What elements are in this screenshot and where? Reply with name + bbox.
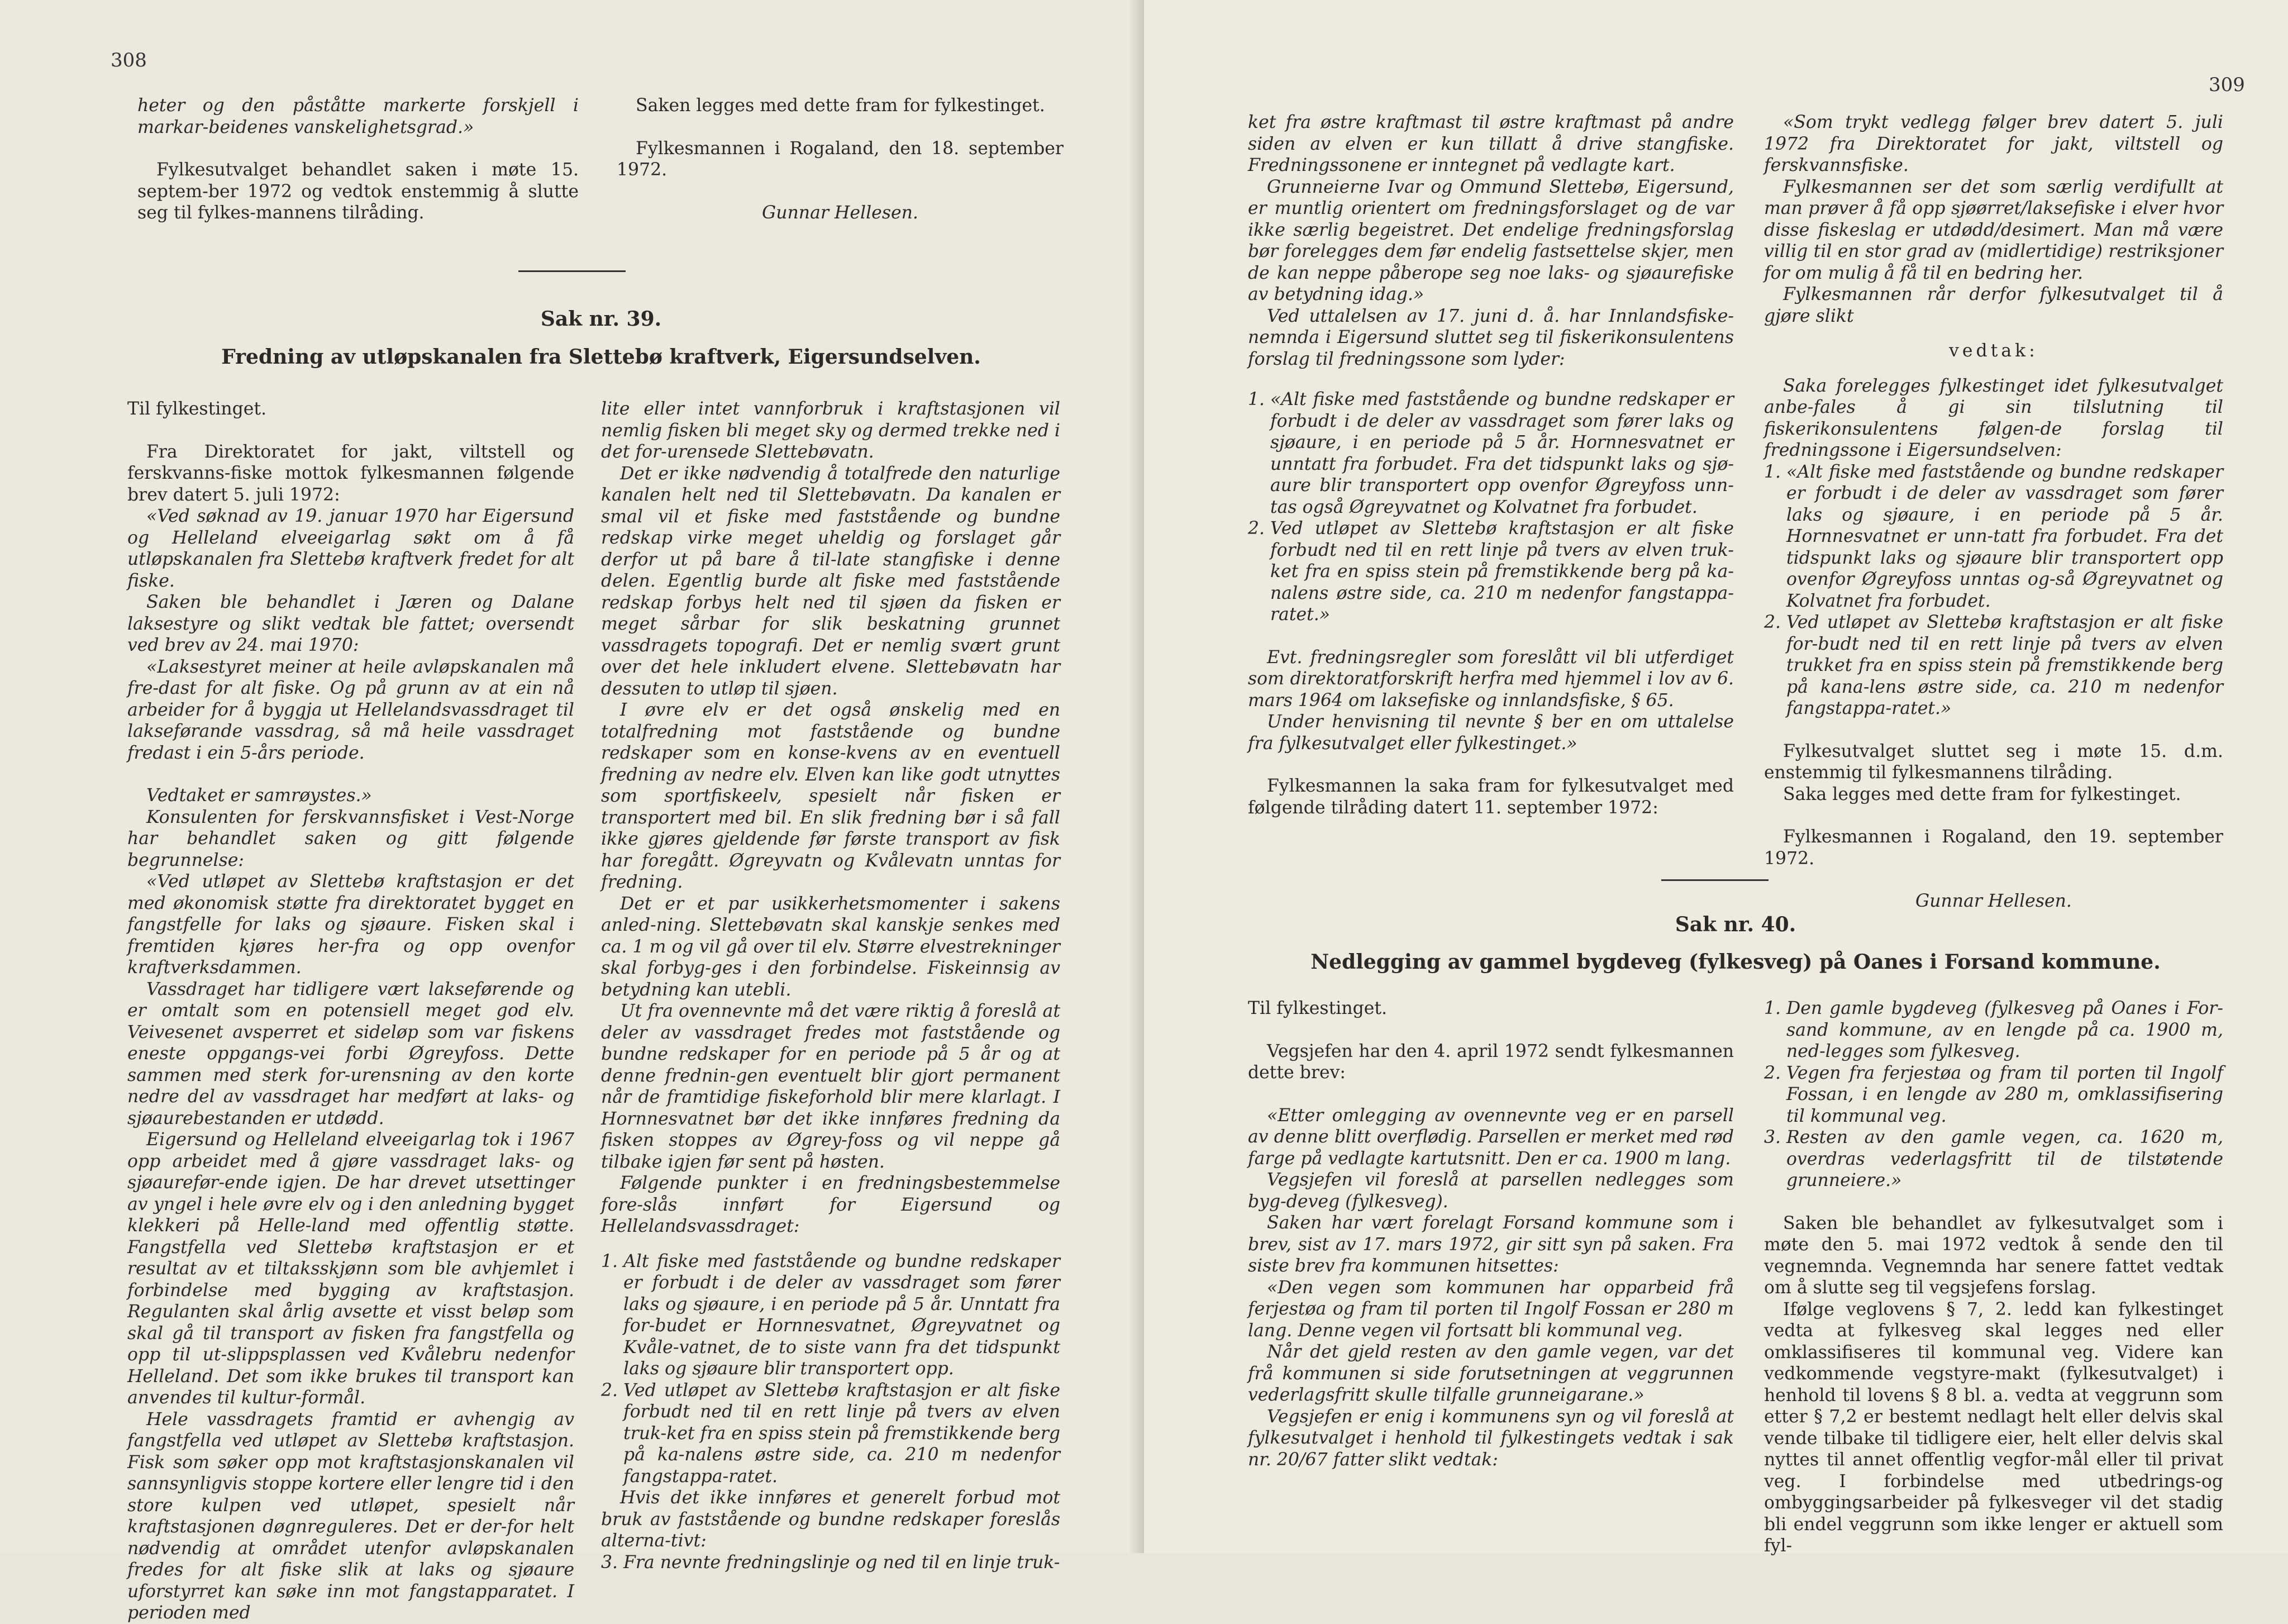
sak-40-number: Sak nr. 40. — [1675, 913, 1796, 936]
paragraph: Saken har vært forelagt Forsand kommune som i brev, sist av 17. mars 1972, gir sitt syn på saken. Fra siste brev fra kommunen hitsettes: — [1248, 1213, 1734, 1276]
paragraph: Saka legges med dette fram for fylkestinget. — [1783, 784, 2181, 804]
left-column-1-top — [137, 95, 579, 224]
item-number: 3. — [1764, 1127, 1781, 1147]
paragraph: Saka forelegges fylkestinget idet fylkesutvalget anbe-fales å gi sin tilslutning til fiskerikonsulentens følgen-de forslag til fredningssone i Eigersundselven: — [1764, 375, 2223, 460]
paragraph: Hele vassdragets framtid er avhengig av fangstfella ved utløpet av Slettebø kraftstasjon. Fisk som søker opp mot kraftstasjonskanalen vil sannsynligvis stoppe kortere eller lengre tid i den store kulpen ved utløpet, spesielt når kraftstasjonen døgnreguleres. Det er der-for helt nødvendig at området utenfor avløpskanalen fredes for alt fiske slik at laks og sjøaure uforstyrret kan søke inn mot fangstapparatet. I perioden med — [127, 1409, 574, 1623]
item-text: «Alt fiske med faststående og bundne redskaper er forbudt i de deler av vassdraget som fører laks og sjøaure, i en periode på 5 år. Hornnesvatnet er unntatt fra forbudet. Fra det tidspunkt laks og sjø-aure blir transportert opp ovenfor Øgreyfoss unn-tas også Øgreyvatnet og Kolvatnet fra forbudet. — [1270, 389, 1734, 517]
numbered-item — [1764, 1063, 2223, 1127]
item-number: 2. — [1764, 612, 1781, 632]
left-column-2-top — [617, 95, 1064, 223]
right-lower-column-1 — [1248, 998, 1734, 1470]
paragraph: ket fra østre kraftmast til østre kraftmast på andre siden av elven er kun tillatt å drive stangfiske. Fredningssonene er inntegnet på vedlagte kart. — [1248, 112, 1734, 175]
paragraph: Fylkesmannen la saka fram for fylkesutvalget med følgende tilråding datert 11. september 1972: — [1248, 776, 1734, 818]
paragraph: Gunnar Hellesen. — [1915, 891, 2072, 911]
item-text: Alt fiske med faststående og bundne redskaper er forbudt i de deler av vassdraget som fører laks og sjøaure, i en periode på 5 år. Unntatt fra for-budet er Hornnesvatnet, Øgreyvatnet og Kvåle-vatnet, de to siste vann fra det tidspunkt laks og sjøaure blir transportert opp. — [623, 1251, 1060, 1379]
paragraph: Under henvisning til nevnte § ber en om uttalelse fra fylkesutvalget eller fylkestinget.» — [1248, 712, 1734, 754]
paragraph: Til fylkestinget. — [1248, 998, 1388, 1018]
item-text: Ved utløpet av Slettebø kraftstasjon er alt fiske for-budt ned til en rett linje på tvers av elven trukket fra en spiss stein på fremstikkende berg på kana-lens østre side, ca. 210 m nedenfor fangstappa-ratet.» — [1786, 612, 2223, 718]
numbered-item — [1764, 1127, 2223, 1192]
left-column-2 — [601, 398, 1060, 1573]
paragraph: «Etter omlegging av ovennevnte veg er en parsell av denne blitt overflødig. Parsellen er merket med rød farge på vedlagte kartutsnitt. Den er ca. 1900 m lang. — [1248, 1105, 1734, 1169]
paragraph: Fylkesmannen ser det som særlig verdifullt at man prøver å få opp sjøørret/laksefiske i elver hvor disse fiskeslag er utdødd/desimert. Man må være villig til en stor grad av (midlertidige) restriksjoner for om mulig å få til en bedring her. — [1764, 177, 2223, 283]
numbered-item — [1248, 389, 1734, 518]
paragraph: Det er et par usikkerhetsmomenter i sakens anled-ning. Slettebøvatn skal kanskje senkes med ca. 1 m og vil gå over til elv. Større elvestrekninger skal forbyg-ges i den forbindelse. Fiskeinnsig av betydning kan utebli. — [601, 893, 1060, 1000]
item-text: Resten av den gamle vegen, ca. 1620 m, overdras vederlagsfritt til de tilstøtende grunneiere.» — [1786, 1127, 2223, 1190]
paragraph: Fylkesmannen i Rogaland, den 19. september 1972. — [1764, 827, 2223, 869]
paragraph: Vegsjefen vil foreslå at parsellen nedlegges som byg-deveg (fylkesveg). — [1248, 1170, 1734, 1212]
section-rule — [1661, 879, 1769, 881]
item-number: 2. — [1248, 518, 1265, 539]
numbered-item — [1764, 612, 2223, 720]
paragraph: «Som trykt vedlegg følger brev datert 5. juli 1972 fra Direktoratet for jakt, viltstell og ferskvannsfiske. — [1764, 112, 2223, 175]
item-number: 3. — [601, 1552, 618, 1573]
left-column-1 — [127, 398, 574, 1624]
numbered-item — [601, 1380, 1060, 1488]
paragraph: Vassdraget har tidligere vært lakseførende og er omtalt som en potensiell meget god elv. Veivesenet avsperret et sideløp som var fiskens eneste oppgangs-vei forbi Øgreyfoss. Dette sammen med sterk for-urensning av den korte nedre del av vassdraget har medført at laks- og sjøaurebestanden er utdødd. — [127, 979, 574, 1128]
item-text: Fra nevnte fredningslinje og ned til en linje truk- — [623, 1552, 1060, 1573]
item-number: 2. — [1764, 1063, 1781, 1083]
item-number: 1. — [1764, 461, 1781, 482]
right-column-1 — [1248, 112, 1734, 818]
numbered-item — [1764, 998, 2223, 1063]
paragraph: Det er ikke nødvendig å totalfrede den naturlige kanalen helt ned til Slettebøvatn. Da kanalen er smal vil et fiske med faststående og bundne redskap virke meget uheldig og forslaget går derfor ut på bare å til-late stangfiske i denne delen. Egentlig burde alt fiske med faststående redskap forbys helt ned til sjøen da fisken er meget sårbar for slik beskatning grunnet vassdragets topografi. Det er nemlig svært grunt over det hele inkludert elvene. Slettebøvatn har dessuten to utløp til sjøen. — [601, 463, 1060, 699]
page-number: 309 — [2209, 74, 2245, 96]
paragraph: «Ved utløpet av Slettebø kraftstasjon er det med økonomisk støtte fra direktoratet bygget en fangstfelle for laks og sjøaure. Fisken skal i fremtiden kjøres her-fra og opp ovenfor kraftverksdammen. — [127, 871, 574, 978]
paragraph: Fylkesutvalget behandlet saken i møte 15. septem-ber 1972 og vedtok enstemmig å slutte seg til fylkes-mannens tilråding. — [137, 160, 579, 223]
paragraph: Ifølge veglovens § 7, 2. ledd kan fylkestinget vedta at fylkesveg skal legges ned eller omklassifiseres til kommunal veg. Videre kan vedkommende vegstyre-makt (fylkesutvalget) i henhold til lovens § 8 bl. a. vedta at veggrunn som etter § 7,2 er bestemt nedlagt helt eller delvis skal vende tilbake til tidligere eier, helt eller delvis skal nyttes til annet offentlig vegfor-mål eller til privat veg. I forbindelse med utbedrings-og ombyggingsarbeider på fylkesveger vil det stadig bli endel veggrunn som ikke lenger er aktuell som fyl- — [1764, 1299, 2223, 1556]
numbered-item — [601, 1251, 1060, 1380]
item-number: 1. — [1764, 998, 1781, 1018]
right-lower-column-2 — [1764, 998, 2223, 1557]
paragraph: Saken ble behandlet i Jæren og Dalane laksestyre og slikt vedtak ble fattet; oversendt ved brev av 24. mai 1970: — [127, 592, 574, 655]
paragraph: vedtak: — [1949, 341, 2038, 361]
paragraph: «Ved søknad av 19. januar 1970 har Eigersund og Helleland elveeigarlag søkt om å få utløpskanalen fra Slettebø kraftverk fredet for alt fiske. — [127, 506, 574, 591]
paragraph: Når det gjeld resten av den gamle vegen, var det frå kommunen si side forutsetningen at veggrunnen vederlagsfritt skulle tilfalle grunneigarane.» — [1248, 1342, 1734, 1405]
paragraph: lite eller intet vannforbruk i kraftstasjonen vil nemlig fisken bli meget sky og dermed trekke ned i det for-urensede Slettebøvatn. — [601, 399, 1060, 462]
paragraph: Saken ble behandlet av fylkesutvalget som i møte den 5. mai 1972 vedtok å sende den til vegnemnda. Vegnemnda har senere fattet vedtak om å slutte seg til vegsjefens forslag. — [1764, 1213, 2223, 1298]
numbered-item — [1248, 518, 1734, 626]
right-page — [1144, 0, 2288, 1556]
item-text: «Alt fiske med faststående og bundne redskaper er forbudt i de deler av vassdraget som fører laks og sjøaure, i en periode på 5 år. Hornnesvatnet er unn-tatt fra forbudet. Fra det tidspunkt laks og sjøaure blir transportert opp ovenfor Øgreyfoss unntas og-så Øgreyvatnet og Kolvatnet fra forbudet. — [1786, 461, 2223, 611]
paragraph: Evt. fredningsregler som foreslått vil bli utferdiget som direktoratforskrift herfra med hjemmel i lov av 6. mars 1964 om laksefiske og innlandsfiske, § 65. — [1248, 647, 1734, 711]
sak-39-title: Fredning av utløpskanalen fra Slettebø kraftverk, Eigersundselven. — [221, 345, 981, 369]
item-number: 2. — [601, 1380, 618, 1401]
paragraph: Ved uttalelsen av 17. juni d. å. har Innlandsfiske-nemnda i Eigersund sluttet seg til fiskerikonsulentens forslag til fredningssone som lyder: — [1248, 306, 1734, 369]
paragraph: Fylkesmannen i Rogaland, den 18. september 1972. — [617, 138, 1064, 180]
paragraph: Vedtaket er samrøystes.» — [146, 785, 372, 806]
paragraph: Saken legges med dette fram for fylkestinget. — [636, 96, 1045, 116]
paragraph: Eigersund og Helleland elveeigarlag tok i 1967 opp arbeidet med å gjøre vassdraget laks- og sjøaurefør-ende igjen. De har drevet utsettinger av yngel i hele øvre elv og i den anledning bygget klekkeri på Helle-land med offentlig støtte. Fangstfella ved Slettebø kraftstasjon er et resultat av et tiltaksskjønn som ble avhjemlet i forbindelse med bygging av kraftstasjon. Regulanten skal årlig avsette et visst beløp som skal gå til transport av fisken fra fangstfella og opp til ut-slippsplassen ved Kvålebru nedenfor Helleland. Det som ikke brukes til transport kan anvendes til kultur-formål. — [127, 1130, 574, 1408]
paragraph: Konsulenten for ferskvannsfisket i Vest-Norge har behandlet saken og gitt følgende begrunnelse: — [127, 807, 574, 870]
paragraph: I øvre elv er det også ønskelig med en totalfredning mot faststående og bundne redskaper som en konse-kvens av en eventuell fredning av nedre elv. Elven kan like godt utnyttes som sportfiskeelv, spesielt når fisken er transportert med bil. En slik fredning bør i så fall ikke gjøres gjeldende før første transport av fisk har foregått. Øgreyvatn og Kvålevatn unntas for fredning. — [601, 700, 1060, 892]
paragraph: Grunneierne Ivar og Ommund Slettebø, Eigersund, er muntlig orientert om fredningsforslaget og de var ikke særlig begeistret. Det endelige fredningsforslag bør forelegges dem før endelig fastsettelse skjer, men de kan neppe påberope seg noe laks- og sjøaurefiske av betydning idag.» — [1248, 177, 1734, 304]
right-column-2 — [1764, 112, 2223, 912]
paragraph: Ut fra ovennevnte må det være riktig å foreslå at deler av vassdraget fredes mot faststående og bundne redskaper for en periode på 5 år og at denne frednin-gen eventuelt blir gjort permanent når de framtidige fiskeforhold blir mere klarlagt. I Hornnesvatnet bør det ikke innføres fredning da fisken stoppes av Øgrey-foss og vil neppe gå tilbake igjen før sent på høsten. — [601, 1001, 1060, 1172]
item-number: 1. — [1248, 389, 1265, 409]
paragraph: Fra Direktoratet for jakt, viltstell og ferskvanns-fiske mottok fylkesmannen følgende brev datert 5. juli 1972: — [127, 441, 574, 505]
paragraph: «Den vegen som kommunen har opparbeid frå ferjestøa og fram til porten til Ingolf Fossan er 280 m lang. Denne vegen vil fortsatt bli kommunal veg. — [1248, 1277, 1734, 1341]
paragraph: Til fylkestinget. — [127, 399, 267, 419]
item-text: Vegen fra ferjestøa og fram til porten til Ingolf Fossan, i en lengde av 280 m, omklassifisering til kommunal veg. — [1786, 1063, 2223, 1126]
paragraph: Fylkesutvalget sluttet seg i møte 15. d.m. enstemmig til fylkesmannens tilråding. — [1764, 741, 2223, 783]
paragraph: «Laksestyret meiner at heile avløpskanalen må fre-dast for alt fiske. Og på grunn av at ein nå arbeider for å byggja ut Hellelandsvassdraget til lakseførande vassdrag, så må heile vassdraget fredast i ein 5-års periode. — [127, 656, 574, 763]
paragraph: Hvis det ikke innføres et generelt forbud mot bruk av faststående og bundne redskaper foreslås alterna-tivt: — [601, 1488, 1060, 1551]
sak-40-title: Nedlegging av gammel bygdeveg (fylkesveg) på Oanes i Forsand kommune. — [1310, 950, 2161, 974]
paragraph: heter og den påståtte markerte forskjell i markar-beidenes vanskelighetsgrad.» — [137, 96, 579, 137]
item-text: Den gamle bygdeveg (fylkesveg på Oanes i For-sand kommune, av en lengde på ca. 1900 m, ned-legges som fylkesveg. — [1786, 998, 2223, 1061]
section-rule — [518, 270, 626, 272]
paragraph: Gunnar Hellesen. — [762, 202, 918, 223]
page-number: 308 — [111, 49, 147, 72]
paragraph: Følgende punkter i en fredningsbestemmelse fore-slås innført for Eigersund og Hellelandsvassdraget: — [601, 1173, 1060, 1236]
item-text: Ved utløpet av Slettebø kraftstasjon er alt fiske forbudt ned til en rett linje på tvers av elven truk-ket fra en spiss stein på fremstikkende berg på ka-nalens østre side, ca. 210 m nedenfor fangstappa-ratet.» — [1270, 518, 1734, 625]
left-page — [0, 0, 1144, 1623]
paragraph: Fylkesmannen rår derfor fylkesutvalget til å gjøre slikt — [1764, 284, 2223, 326]
paragraph: Vegsjefen er enig i kommunens syn og vil foreslå at fylkesutvalget i henhold til fylkestingets vedtak i sak nr. 20/67 fatter slikt vedtak: — [1248, 1406, 1734, 1470]
paragraph: Vegsjefen har den 4. april 1972 sendt fylkesmannen dette brev: — [1248, 1041, 1734, 1083]
numbered-item — [601, 1552, 1060, 1574]
numbered-item — [1764, 461, 2223, 612]
item-text: Ved utløpet av Slettebø kraftstasjon er alt fiske forbudt ned til en rett linje på tvers av elven truk-ket fra en spiss stein på fremstikkende berg på ka-nalens østre side, ca. 210 m nedenfor fangstappa-ratet. — [623, 1380, 1060, 1487]
item-number: 1. — [601, 1251, 618, 1271]
sak-39-number: Sak nr. 39. — [540, 307, 662, 331]
